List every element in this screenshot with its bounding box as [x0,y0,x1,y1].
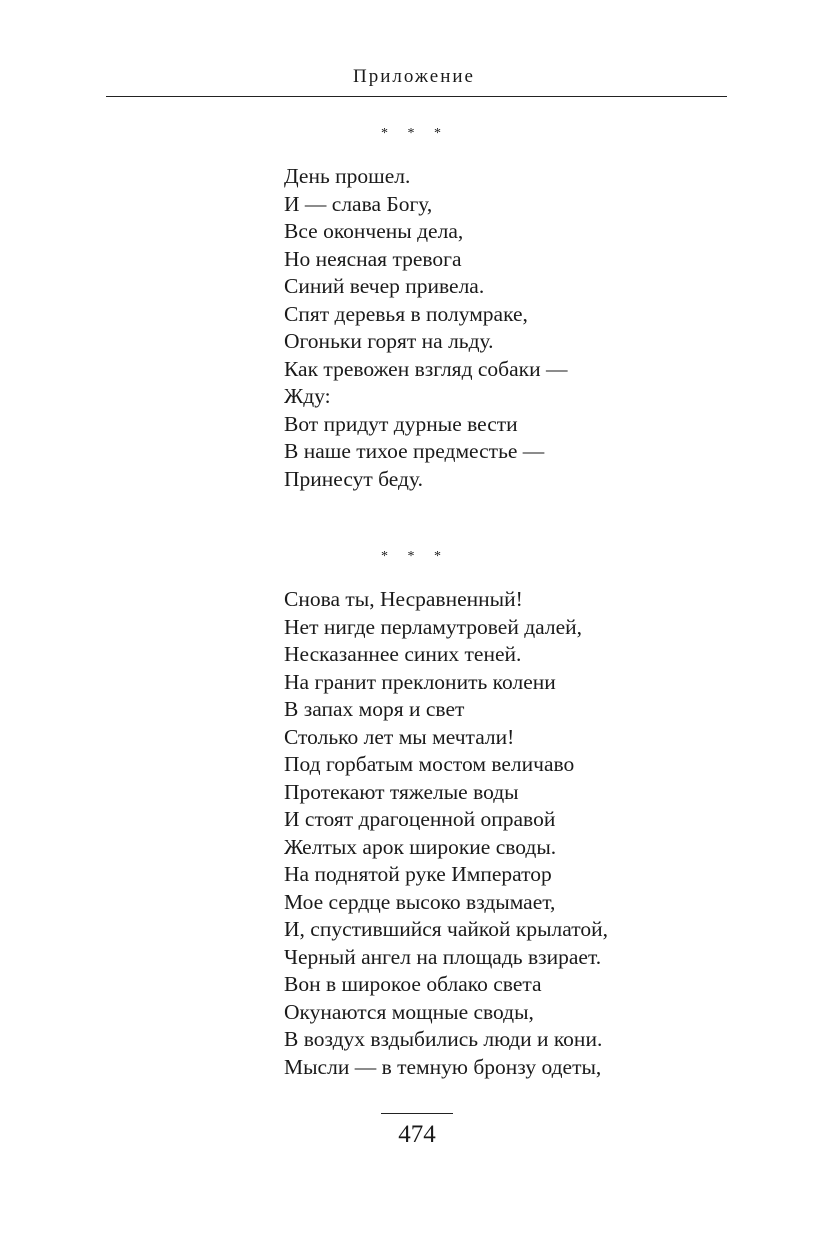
poem-line: Черный ангел на площадь взирает. [284,944,602,969]
poem-line: На гранит преклонить колени [284,669,556,694]
poem-line: И стоят драгоценной оправой [284,807,556,831]
poem-line: Мысли — в темную бронзу одеты, [284,1054,602,1079]
poem-line: Несказаннее синих теней. [284,642,522,666]
poem-line: Но неясная тревога [284,246,462,271]
poem-line: Огоньки горят на льду. [284,329,494,353]
poem-line: И, спустившийся чайкой крылатой, [284,917,608,941]
poem-line: Снова ты, Несравненный! [284,587,523,611]
poem-line: Окунаются мощные своды, [284,999,534,1024]
poem-line: Принесут беду. [284,466,423,491]
poem-line: Столько лет мы мечтали! [284,724,515,749]
poem-2 [284,586,608,1081]
running-head-title: Приложение [353,66,475,87]
poem-line: Жду: [284,384,331,408]
footer-rule [381,1113,453,1114]
poem-line: Под горбатым мостом величаво [284,752,575,776]
poem-line: Протекают тяжелые воды [284,779,519,804]
poem-line: Желтых арок широкие своды. [284,834,557,859]
poem-line: И — слава Богу, [284,191,433,216]
poem-line: Нет нигде перламутровей далей, [284,614,583,639]
poem-line: Все окончены дела, [284,219,464,243]
poem-line: День прошел. [284,164,411,188]
poem-line: В воздух вздыбились люди и кони. [284,1027,603,1051]
poem-line: Вот придут дурные вести [284,411,518,436]
poem-1 [284,163,568,493]
poem-line: На поднятой руке Император [284,862,552,886]
poem-separator: * * * [381,549,449,564]
poem-line: Мое сердце высоко вздымает, [284,889,556,914]
poem-separator: * * * [381,126,449,141]
poem-line: В запах моря и свет [284,697,465,721]
poem-line: Синий вечер привела. [284,274,485,298]
poem-line: Вон в широкое облако света [284,972,542,996]
header-rule [106,96,727,97]
page-number: 474 [398,1121,436,1148]
poem-line: Как тревожен взгляд собаки — [284,356,568,381]
poem-line: В наше тихое предместье — [284,439,545,463]
poem-line: Спят деревья в полумраке, [284,301,528,326]
